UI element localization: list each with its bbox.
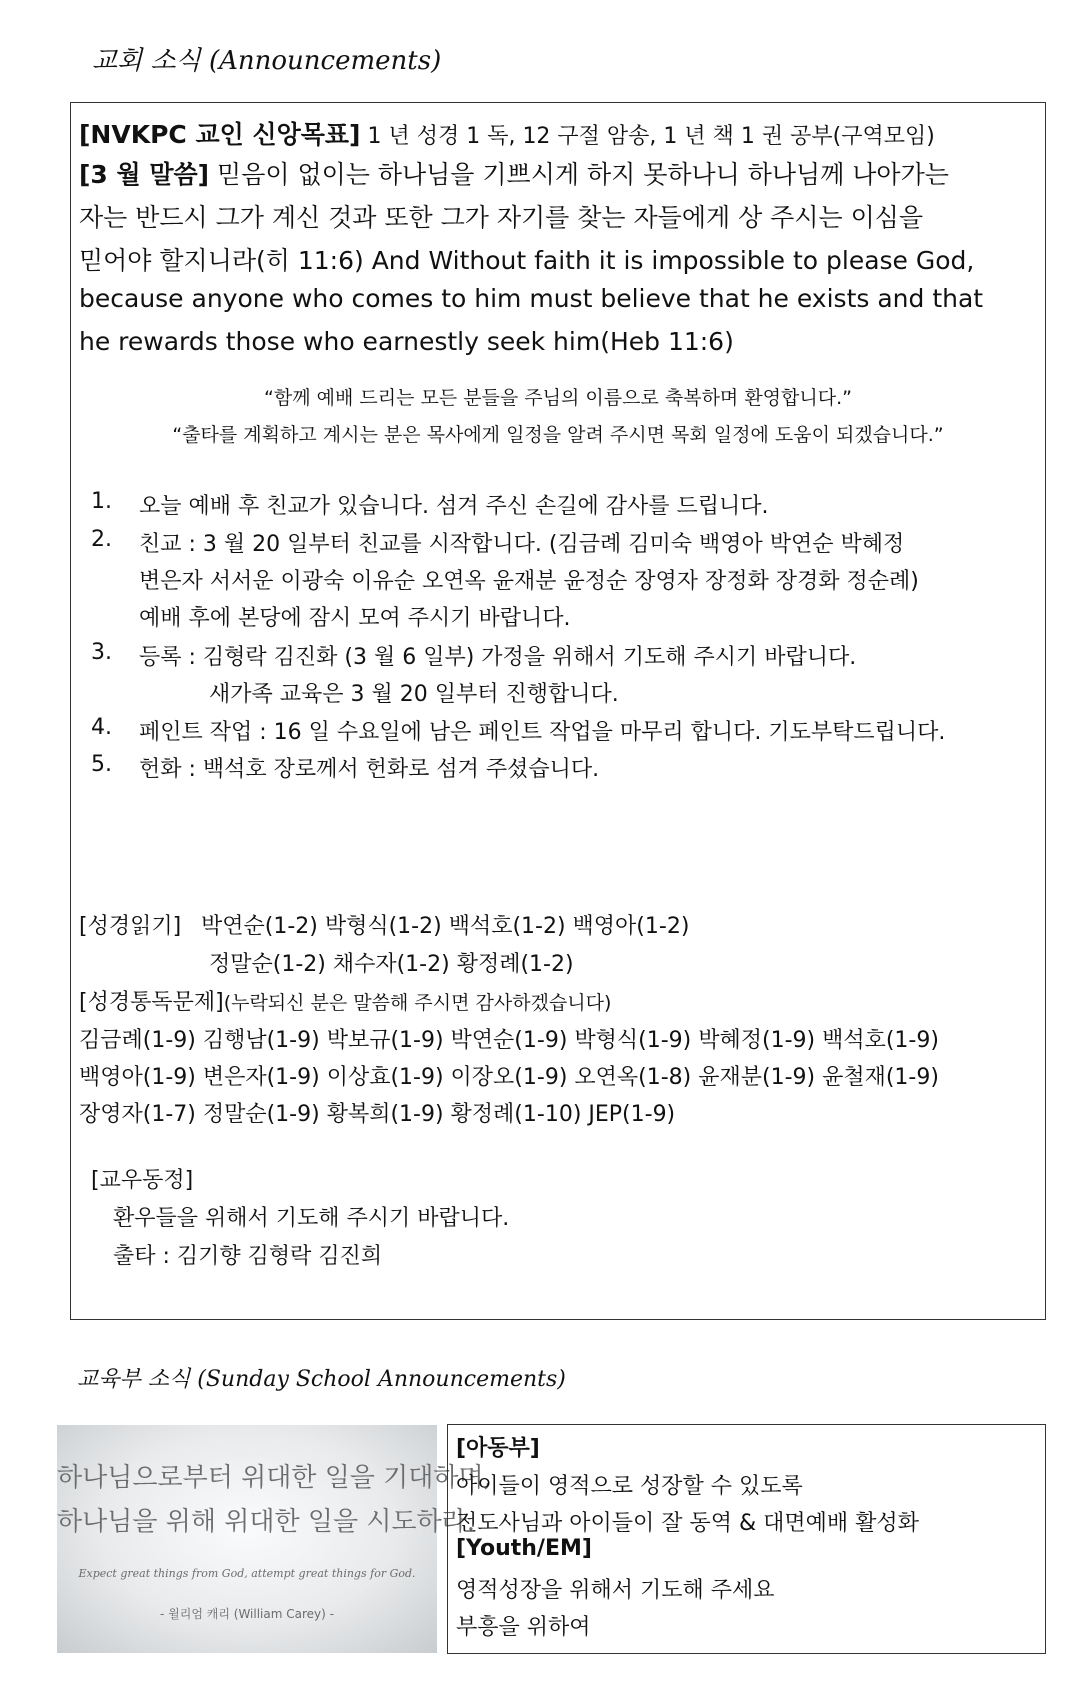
item-number: 4. <box>91 715 112 740</box>
test-line: 백영아(1-9) 변은자(1-9) 이상효(1-9) 이장오(1-9) 오연옥(1-8) 윤재분(1-9) 윤철재(1-9) <box>79 1065 939 1090</box>
news-line: 출타 : 김기향 김형락 김진희 <box>113 1244 383 1269</box>
children-line: 아이들이 영적으로 성장할 수 있도록 <box>456 1474 803 1499</box>
test-note: (누락되신 분은 말씀해 주시면 감사하겠습니다) <box>223 992 612 1014</box>
verse-line: he rewards those who earnestly seek him(Heb 11:6) <box>79 327 734 356</box>
quote-image <box>57 1425 492 1653</box>
test-line: 장영자(1-7) 정말순(1-9) 황복희(1-9) 황정례(1-10) JEP(1-9) <box>79 1102 676 1127</box>
quote-line: 하나님을 위해 위대한 일을 시도하라. <box>57 1507 476 1537</box>
test-heading <box>79 985 611 1016</box>
item-text: 오늘 예배 후 친교가 있습니다. 섬겨 주신 손길에 감사를 드립니다. <box>139 494 769 519</box>
item-number: 2. <box>91 527 112 552</box>
item-text: 헌화 : 백석호 장로께서 헌화로 섬겨 주셨습니다. <box>139 757 600 782</box>
children-line: 전도사님과 아이들이 잘 동역 & 대면예배 활성화 <box>456 1511 919 1536</box>
quote-english: Expect great things from God, attempt great things for God. <box>78 1567 416 1580</box>
faith-goal <box>79 115 935 151</box>
item-number: 1. <box>91 489 112 514</box>
item-number: 5. <box>91 752 112 777</box>
item-number: 3. <box>91 640 112 665</box>
item-text: 페인트 작업 : 16 일 수요일에 남은 페인트 작업을 마무리 합니다. 기도부탁드립니다. <box>139 720 946 745</box>
reading-label: [성경읽기] <box>79 914 182 939</box>
item-text: 예배 후에 본당에 잠시 모여 주시기 바랍니다. <box>139 606 571 631</box>
verse-line: 자는 반드시 그가 계신 것과 또한 그가 자기를 찾는 자들에게 상 주시는 이심을 <box>79 203 924 232</box>
reading-line: 박연순(1-2) 박형식(1-2) 백석호(1-2) 백영아(1-2) <box>201 914 690 939</box>
test-line: 김금례(1-9) 김행남(1-9) 박보규(1-9) 박연순(1-9) 박형식(1-9) 박혜정(1-9) 백석호(1-9) <box>79 1028 939 1053</box>
reading-line: 정말순(1-2) 채수자(1-2) 황정례(1-2) <box>209 952 574 977</box>
verse-text: 믿음이 없이는 하나님을 기쁘시게 하지 못하나니 하나님께 나아가는 <box>209 160 949 189</box>
youth-line: 영적성장을 위해서 기도해 주세요 <box>456 1578 775 1603</box>
announcements-box <box>70 102 1046 1320</box>
verse-line: because anyone who comes to him must believe that he exists and that <box>79 284 984 313</box>
item-text: 새가족 교육은 3 월 20 일부터 진행합니다. <box>209 682 619 707</box>
item-text: 친교 : 3 월 20 일부터 친교를 시작합니다. (김금례 김미숙 백영아 박연순 박혜정 <box>139 532 905 557</box>
news-line: 환우들을 위해서 기도해 주시기 바랍니다. <box>113 1206 510 1231</box>
sunday-school-title: 교육부 소식 (Sunday School Announcements) <box>77 1367 566 1392</box>
faith-goal-label: [NVKPC 교인 신앙목표] <box>79 120 361 149</box>
verse-line <box>79 155 949 191</box>
sunday-school-box <box>447 1424 1046 1654</box>
news-label: [교우동정] <box>91 1168 194 1193</box>
verse-line: 믿어야 할지니라(히 11:6) And Without faith it is impossible to please God, <box>79 246 975 275</box>
verse-label: [3 월 말씀] <box>79 160 210 189</box>
quote-line: 하나님으로부터 위대한 일을 기대하며, <box>57 1463 492 1493</box>
test-label: [성경통독문제] <box>79 990 224 1015</box>
children-label: [아동부] <box>456 1436 540 1461</box>
welcome-line: “함께 예배 드리는 모든 분들을 주님의 이름으로 축복하며 환영합니다.” <box>264 387 852 409</box>
youth-line: 부흥을 위하여 <box>456 1615 591 1640</box>
item-text: 변은자 서서운 이광숙 이유순 오연옥 윤재분 윤정순 장영자 장정화 장경화 정순례) <box>139 569 919 594</box>
item-text: 등록 : 김형락 김진화 (3 월 6 일부) 가정을 위해서 기도해 주시기 바랍니다. <box>139 645 857 670</box>
faith-goal-text: 1 년 성경 1 독, 12 구절 암송, 1 년 책 1 권 공부(구역모임) <box>360 124 935 149</box>
welcome-line: “출타를 계획하고 계시는 분은 목사에게 일정을 알려 주시면 목회 일정에 도움이 되겠습니다.” <box>172 424 944 446</box>
announcements-title: 교회 소식 (Announcements) <box>92 46 442 76</box>
quote-author: - 윌리엄 캐리 (William Carey) - <box>160 1607 334 1621</box>
youth-label: [Youth/EM] <box>456 1536 592 1561</box>
